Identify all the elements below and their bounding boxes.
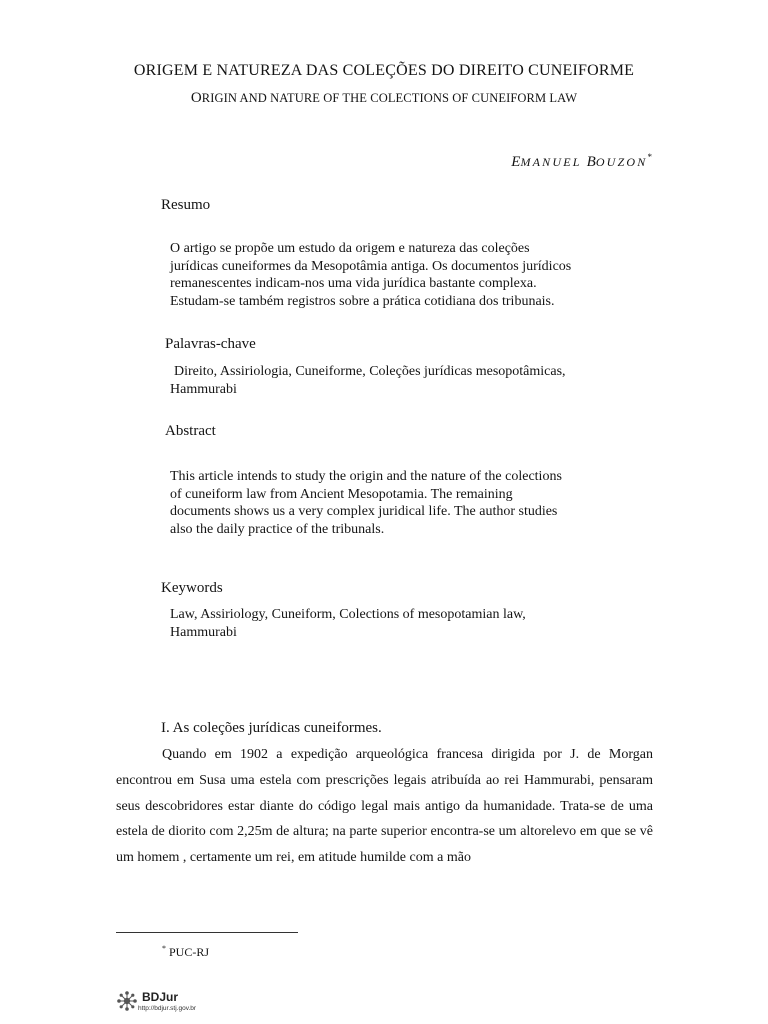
resumo-line: jurídicas cuneiformes da Mesopotâmia antiga. Os documentos jurídicos — [170, 258, 572, 274]
resumo-text — [170, 240, 598, 310]
footnote-separator — [116, 932, 298, 933]
palavras-chave-line: Direito, Assiriologia, Cuneiforme, Coleções jurídicas mesopotâmicas, — [174, 364, 566, 379]
palavras-chave-line: Hammurabi — [170, 381, 237, 397]
resumo-label: Resumo — [161, 197, 211, 213]
resumo-line: Estudam-se também registros sobre a prática cotidiana dos tribunais. — [170, 293, 555, 309]
abstract-line: of cuneiform law from Ancient Mesopotamia. The remaining — [170, 486, 513, 502]
footnote-text: PUC-RJ — [169, 945, 210, 959]
author-footnote-marker: * — [647, 152, 652, 162]
keywords-line: Law, Assiriology, Cuneiform, Colections of mesopotamian law, — [170, 607, 526, 622]
abstract-line: This article intends to study the origin and the nature of the colections — [170, 469, 562, 484]
section-heading: I. As coleções jurídicas cuneiformes. — [161, 720, 382, 736]
author-first-rest: MANUEL — [520, 155, 582, 169]
logo-url[interactable]: http://bdjur.stj.gov.br — [138, 1005, 197, 1012]
resumo-line: O artigo se propõe um estudo da origem e natureza das coleções — [170, 241, 530, 256]
body-paragraph — [116, 742, 653, 871]
palavras-chave-label: Palavras-chave — [165, 336, 256, 352]
logo-name: BDJur — [142, 990, 179, 1004]
subtitle-initial: O — [190, 90, 202, 106]
paper-title: ORIGEM E NATUREZA DAS COLEÇÕES DO DIREITO CUNEIFORME — [133, 62, 635, 79]
paper-subtitle — [0, 90, 768, 107]
author-last-rest: OUZON — [595, 155, 648, 169]
author-first-initial: E — [511, 154, 521, 170]
author-last-initial: B — [586, 154, 596, 170]
abstract-line: documents shows us a very complex juridical life. The author studies — [170, 504, 558, 519]
keywords-text — [170, 606, 598, 641]
resumo-line: remanescentes indicam-nos uma vida jurídica bastante complexa. — [170, 276, 537, 291]
bdjur-logo — [116, 990, 226, 1016]
palavras-chave-text — [170, 363, 598, 398]
subtitle-rest: RIGIN AND NATURE OF THE COLECTIONS OF CUNEIFORM LAW — [201, 91, 578, 105]
abstract-text — [170, 468, 598, 538]
network-gear-icon — [116, 990, 138, 1012]
footnote-marker: * — [162, 944, 166, 953]
keywords-label: Keywords — [161, 580, 223, 596]
body-paragraph-text: Quando em 1902 a expedição arqueológica francesa dirigida por J. de Morgan encontrou em Susa uma estela com prescrições legais atribuída ao rei Hammurabi, pensaram seus descobridores estar diante do código legal mais antigo da humanidade. Trata-se de uma estela de diorito com 2,25m de altura; na parte superior encontra-se um altorelevo em que se vê um homem , certamente um rei, em atitude humilde com a mão — [116, 747, 653, 866]
footnote — [162, 944, 209, 960]
keywords-line: Hammurabi — [170, 624, 237, 640]
author-line — [511, 152, 652, 171]
abstract-label: Abstract — [165, 423, 216, 439]
abstract-line: also the daily practice of the tribunals. — [170, 521, 385, 537]
